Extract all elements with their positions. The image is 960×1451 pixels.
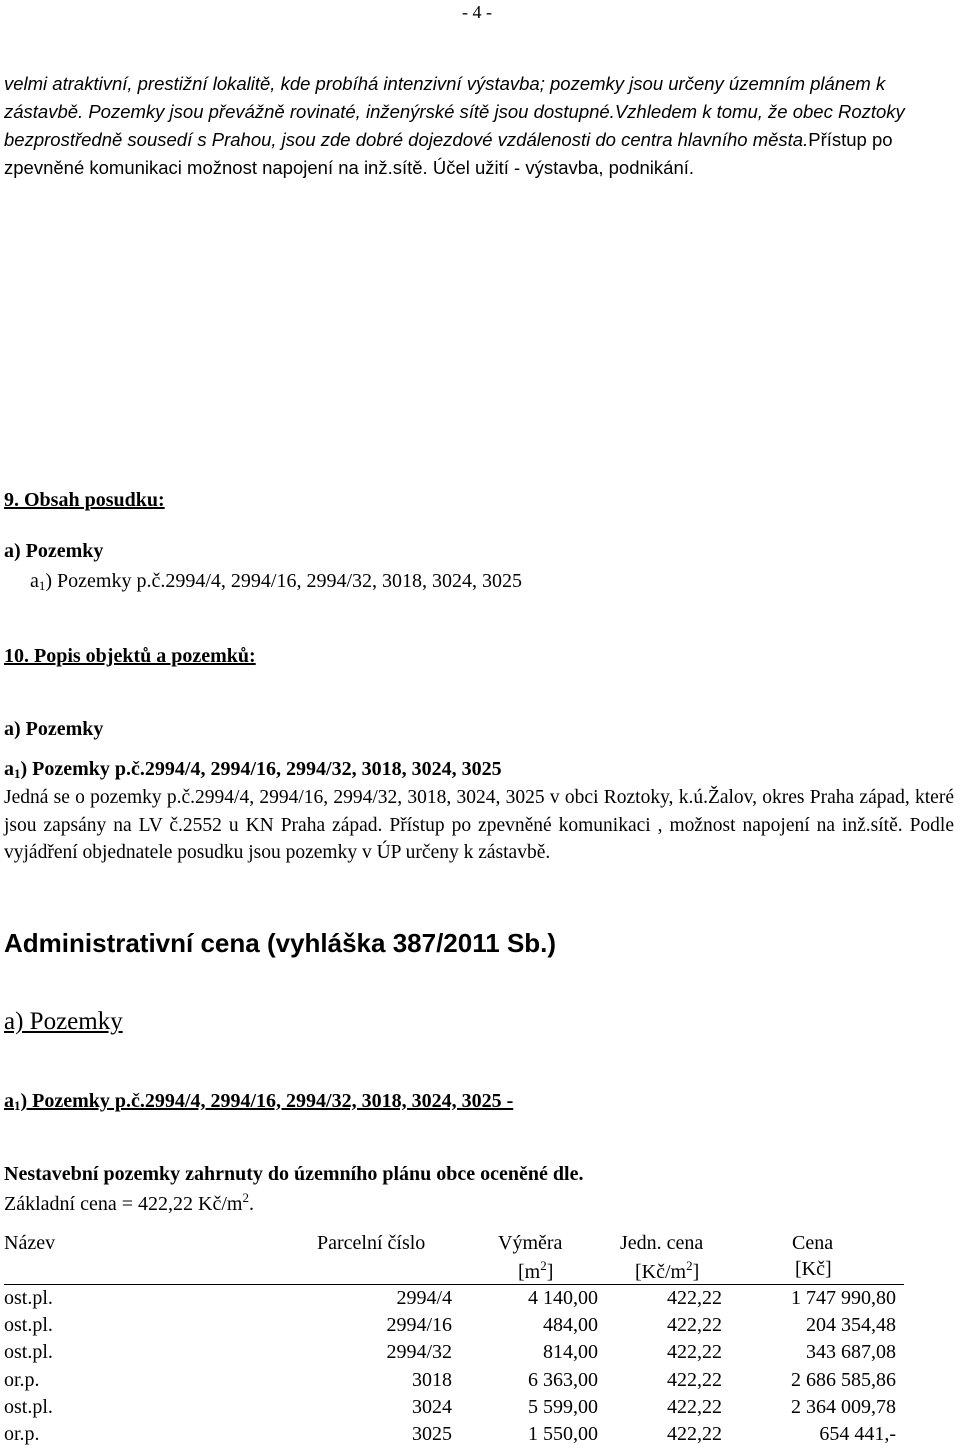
page-number: - 4 - bbox=[462, 2, 492, 22]
table-row bbox=[4, 1423, 904, 1449]
cell-area: 484,00 bbox=[543, 1314, 598, 1337]
item-prefix: a bbox=[30, 570, 39, 592]
section-10-subheading: a) Pozemky bbox=[4, 718, 104, 740]
table-row bbox=[4, 1287, 904, 1313]
intro-paragraph bbox=[4, 70, 954, 182]
base-price-sup: 2 bbox=[242, 1190, 249, 1205]
table-row bbox=[4, 1396, 904, 1422]
section-10-description: Jedná se o pozemky p.č.2994/4, 2994/16, 2994/32, 3018, 3024, 3025 v obci Roztoky, k.ú.Žalov, okres Praha západ, které jsou zapsány na LV č.2552 u KN Praha západ. Přístup po zpevněné komunikaci , možnost napojení na inž.sítě. Podle vyjádření objednatele posudku jsou pozemky v ÚP určeny k zástavbě. bbox=[4, 787, 954, 863]
cell-parcel: 2994/4 bbox=[396, 1287, 452, 1309]
table-row bbox=[4, 1314, 904, 1340]
intro-regular-text: Přístup po zpevněné komunikaci možnost napojení na inž.sítě. Účel užití - výstavba, podnikání. bbox=[4, 129, 893, 178]
item-text: ) Pozemky p.č.2994/4, 2994/16, 2994/32, 3018, 3024, 3025 bbox=[20, 758, 502, 780]
cell-name: ost.pl. bbox=[4, 1395, 53, 1418]
section-9-item-a1 bbox=[30, 570, 522, 594]
section-10-title: 10. Popis objektů a pozemků: bbox=[4, 645, 256, 667]
table-row bbox=[4, 1341, 904, 1367]
cell-name: or.p. bbox=[4, 1368, 40, 1391]
cell-parcel: 3018 bbox=[412, 1368, 452, 1391]
base-price-end: . bbox=[248, 1193, 254, 1215]
item-prefix: a bbox=[4, 758, 14, 780]
header-unit-price-unit: $[Kč/m^2]$ bbox=[635, 1258, 700, 1283]
cell-price: 2 364 009,78 bbox=[791, 1395, 896, 1418]
cell-unit-price: 422,22 bbox=[667, 1368, 722, 1391]
header-area: Výměra bbox=[498, 1232, 563, 1254]
cell-unit-price: 422,22 bbox=[667, 1314, 722, 1337]
table-row bbox=[4, 1369, 904, 1395]
cell-price: 654 441,- bbox=[819, 1423, 896, 1445]
intro-italic-text: velmi atraktivní, prestižní lokalitě, kde probíhá intenzivní výstavba; pozemky jsou určeny územním plánem k zástavbě. Pozemky jsou převážně rovinaté, inženýrské sítě jsou dostupné.Vzhledem k tomu, že obec Roztoky bezprostředně sousedí s Prahou, jsou zde dobré dojezdové vzdálenosti do centra hlavního města. bbox=[4, 73, 905, 150]
section-9-subheading: a) Pozemky bbox=[4, 540, 104, 562]
header-parcel: Parcelní číslo bbox=[317, 1232, 426, 1254]
cell-area: 6 363,00 bbox=[528, 1368, 598, 1391]
item-text: ) Pozemky p.č.2994/4, 2994/16, 2994/32, 3018, 3024, 3025 bbox=[45, 570, 523, 592]
cell-parcel: 3024 bbox=[412, 1395, 452, 1418]
cell-unit-price: 422,22 bbox=[667, 1423, 722, 1445]
cell-name: ost.pl. bbox=[4, 1287, 53, 1309]
item-subscript: 1 bbox=[14, 766, 21, 781]
base-price-text: Základní cena = 422,22 Kč/m bbox=[4, 1193, 243, 1215]
admin-price-heading: Administrativní cena (vyhláška 387/2011 Sb.) bbox=[4, 928, 557, 958]
item-prefix: a bbox=[4, 1090, 14, 1112]
nonbuild-land-title: Nestavební pozemky zahrnuty do územního plánu obce oceněné dle. bbox=[4, 1163, 584, 1185]
cell-price: 343 687,08 bbox=[806, 1341, 896, 1364]
header-name: Název bbox=[4, 1232, 56, 1254]
table-header bbox=[4, 1232, 904, 1285]
admin-item-a1 bbox=[4, 1090, 513, 1114]
cell-area: 814,00 bbox=[543, 1341, 598, 1364]
cell-name: ost.pl. bbox=[4, 1341, 53, 1364]
cell-parcel: 3025 bbox=[412, 1423, 452, 1445]
header-price-unit: [Kč] bbox=[795, 1258, 832, 1280]
cell-unit-price: 422,22 bbox=[667, 1395, 722, 1418]
cell-price: 2 686 585,86 bbox=[791, 1368, 896, 1391]
header-unit-price: Jedn. cena bbox=[620, 1232, 704, 1254]
section-10-item-a1 bbox=[4, 758, 502, 782]
header-area-unit: $[m^2]$ bbox=[518, 1258, 554, 1283]
cell-area: 5 599,00 bbox=[528, 1395, 598, 1418]
cell-parcel: 2994/32 bbox=[386, 1341, 452, 1364]
item-subscript: 1 bbox=[38, 578, 46, 593]
cell-name: ost.pl. bbox=[4, 1314, 53, 1337]
cell-area: 1 550,00 bbox=[528, 1423, 598, 1445]
cell-name: or.p. bbox=[4, 1423, 40, 1445]
section-9-title: 9. Obsah posudku: bbox=[4, 489, 165, 511]
cell-unit-price: 422,22 bbox=[667, 1287, 722, 1309]
cell-unit-price: 422,22 bbox=[667, 1341, 722, 1364]
cell-area: 4 140,00 bbox=[528, 1287, 598, 1309]
item-subscript: 1 bbox=[14, 1098, 21, 1113]
admin-subheading: a) Pozemky bbox=[4, 1008, 123, 1035]
base-price-line bbox=[4, 1190, 254, 1216]
header-price: Cena bbox=[792, 1232, 834, 1254]
cell-price: 204 354,48 bbox=[806, 1314, 896, 1337]
cell-price: 1 747 990,80 bbox=[791, 1287, 896, 1309]
item-text: ) Pozemky p.č.2994/4, 2994/16, 2994/32, 3018, 3024, 3025 - bbox=[20, 1090, 514, 1112]
cell-parcel: 2994/16 bbox=[386, 1314, 452, 1337]
